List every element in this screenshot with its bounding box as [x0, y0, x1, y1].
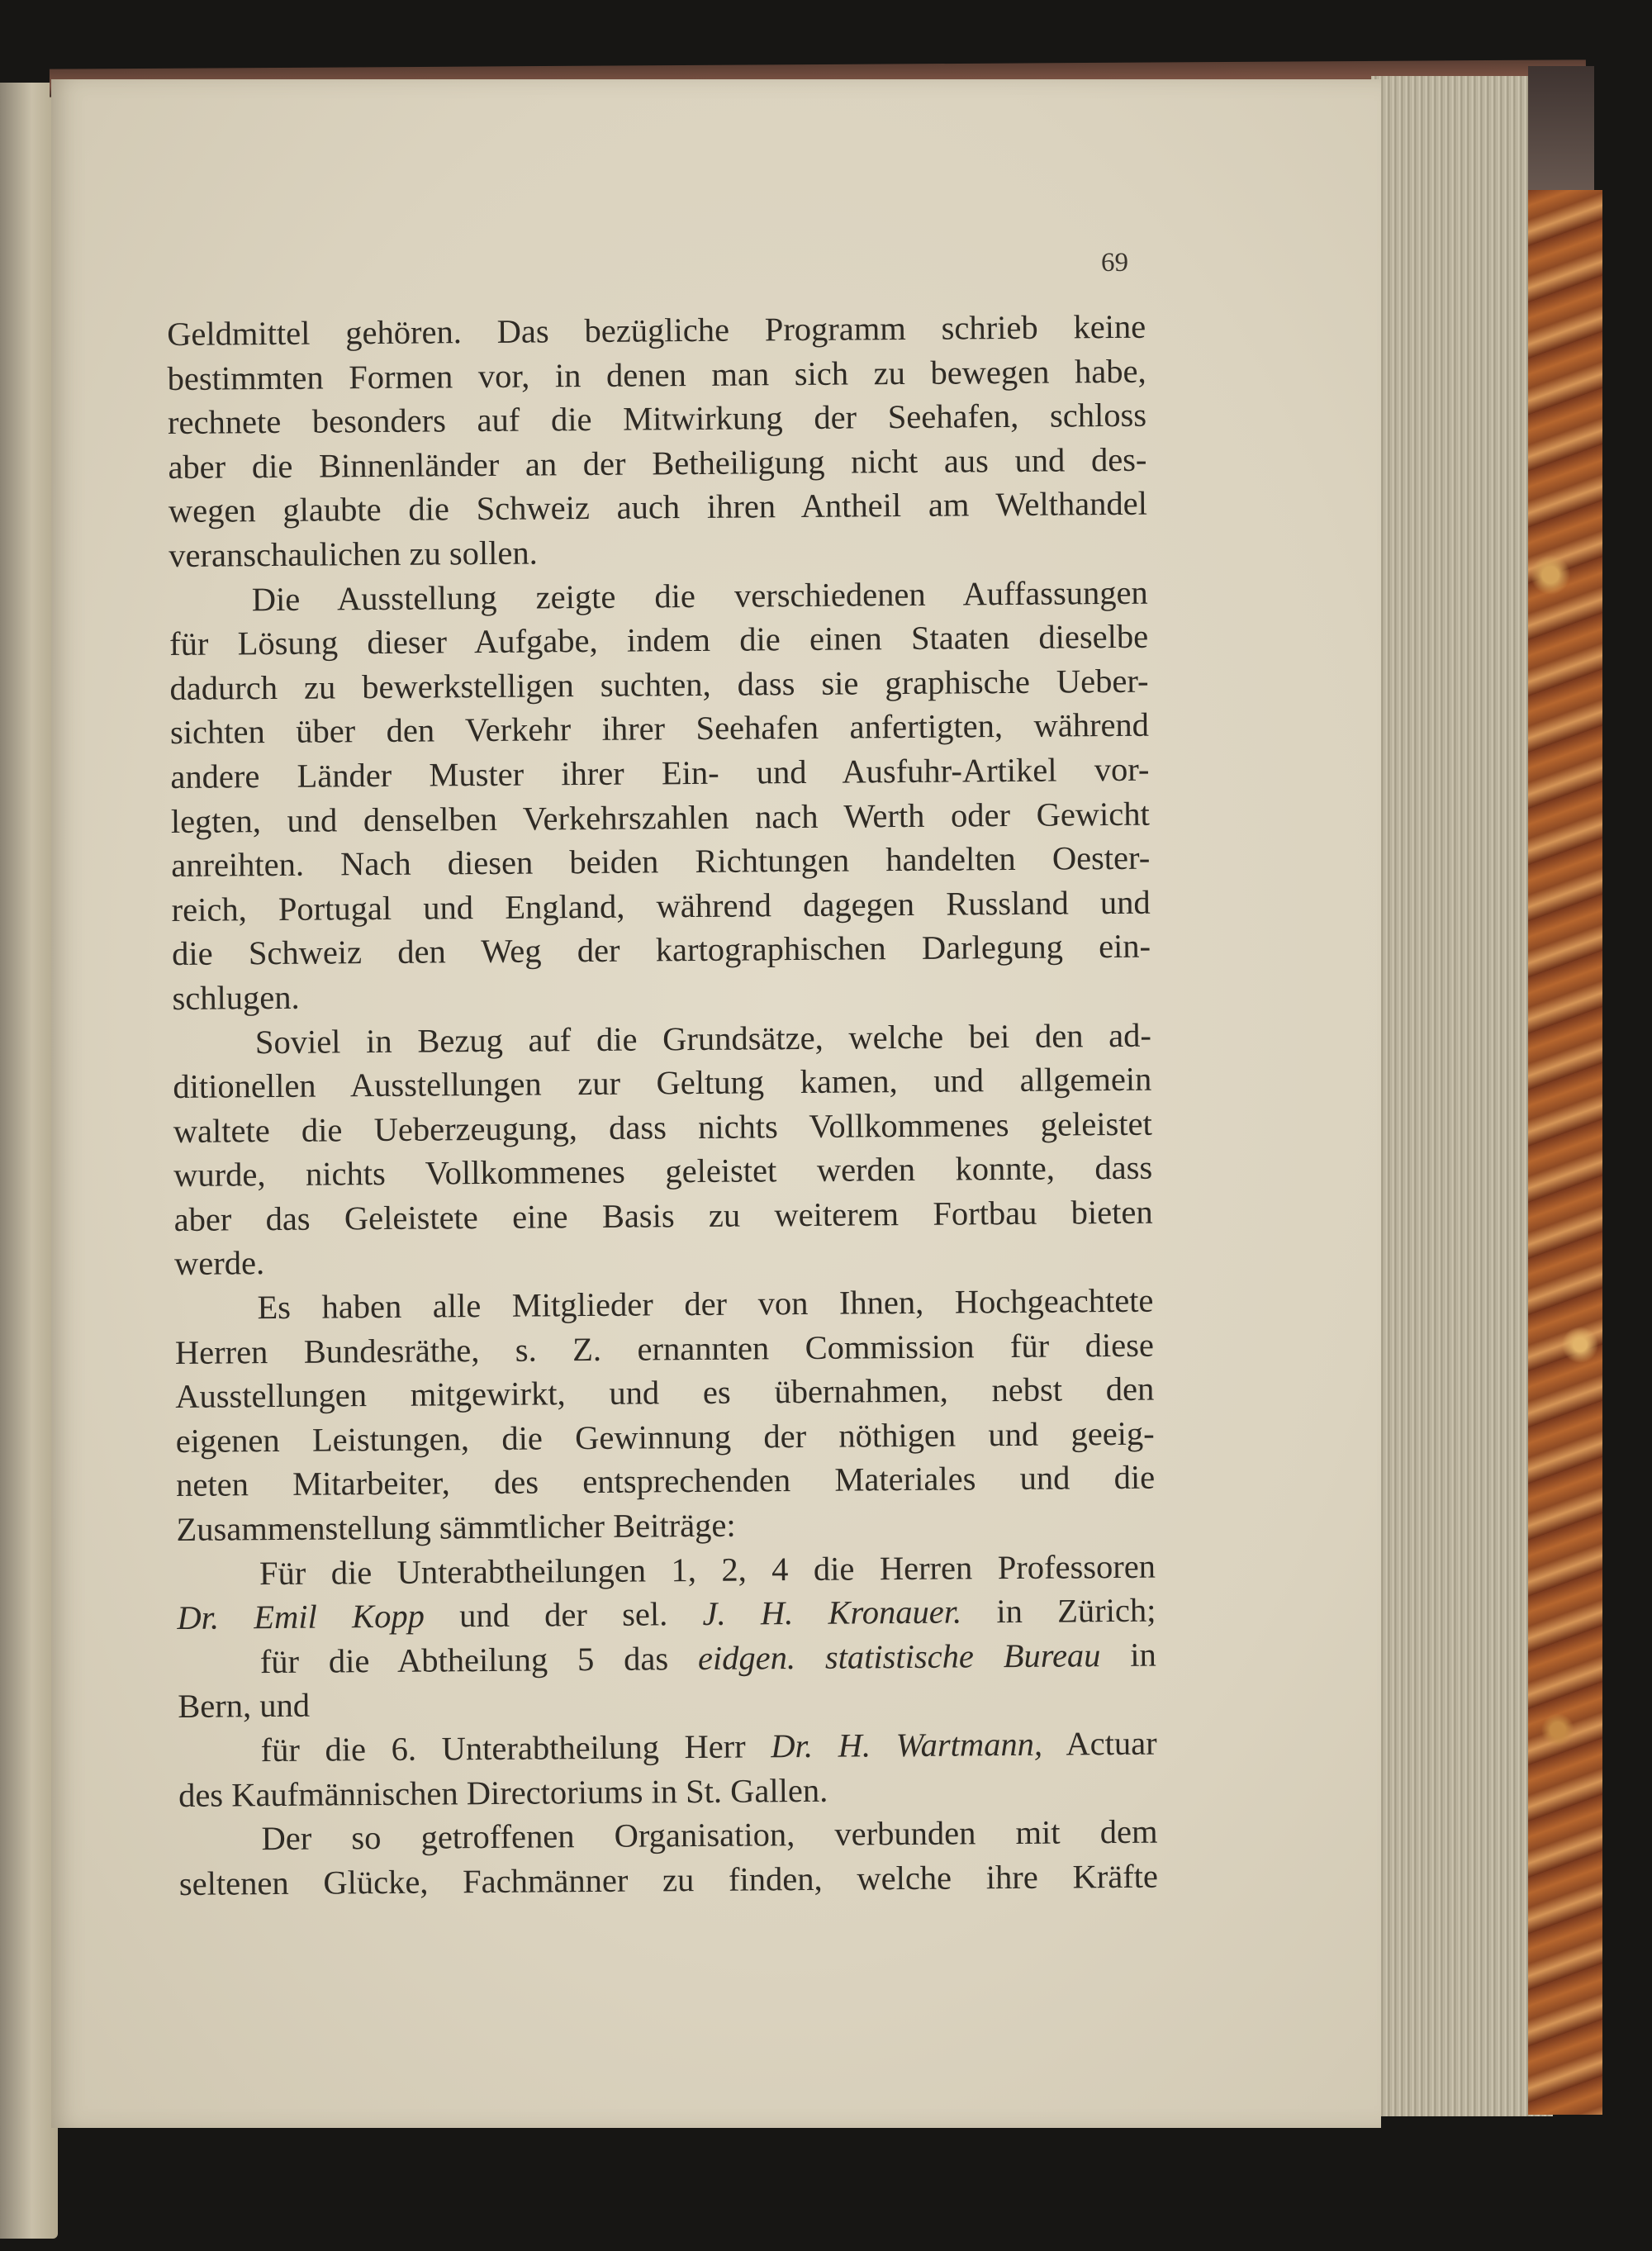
page-text — [167, 305, 1158, 1907]
text-line: Ausstellungen mitgewirkt, und es übernahmen, nebst den — [175, 1370, 1155, 1416]
facing-page-edge — [0, 83, 58, 2239]
text-line: veranschaulichen zu sollen. — [169, 534, 538, 574]
book-cover-corner — [1528, 66, 1594, 198]
text-line: dadurch zu bewerkstelligen suchten, dass sie graphische Ueber- — [169, 662, 1149, 707]
text-line: Für die Unterabtheilungen 1, 2, 4 die Herren Professoren — [259, 1547, 1156, 1592]
text-line: waltete die Ueberzeugung, dass nichts Vollkommenes geleistet — [173, 1104, 1152, 1150]
text-line: Bern, und — [178, 1687, 311, 1726]
text-line: neten Mitarbeiter, des entsprechenden Materiales und die — [175, 1459, 1156, 1504]
text-line: Es haben alle Mitglieder der von Ihnen, Hochgeachtete — [257, 1281, 1154, 1327]
text-line: seltenen Glücke, Fachmänner zu finden, welche ihre Kräfte — [178, 1857, 1159, 1902]
text-line: wurde, nichts Vollkommenes geleistet werden konnte, dass — [173, 1148, 1153, 1194]
text-line: Herren Bundesräthe, s. Z. ernannten Commission für diese — [174, 1326, 1155, 1371]
text-line: legten, und denselben Verkehrszahlen nach Werth oder Gewicht — [170, 795, 1150, 840]
text-line — [178, 1632, 1156, 1684]
text-line: Zusammenstellung sämmtlicher Beiträge: — [176, 1506, 736, 1548]
text-fragment: und der sel. — [424, 1595, 703, 1635]
marbled-cover — [1528, 190, 1602, 2115]
text-line: wegen glaubte die Schweiz auch ihren Antheil am Welthandel — [168, 485, 1148, 530]
text-line: reich, Portugal und England, während dagegen Russland und — [171, 883, 1151, 928]
text-line: rechnete besonders auf die Mitwirkung der Seehafen, schloss — [167, 396, 1147, 442]
page-number: 69 — [1101, 248, 1128, 278]
page-block-edges — [1371, 76, 1553, 2116]
bureau-name: eidgen. statistische Bureau — [697, 1636, 1101, 1677]
text-line: andere Länder Muster ihrer Ein- und Ausfuhr-Artikel vor- — [170, 750, 1150, 795]
text-line: schlugen. — [172, 978, 300, 1017]
text-line: Geldmittel gehören. Das bezügliche Programm schrieb keine — [167, 307, 1146, 353]
text-line: sichten über den Verkehr ihrer Seehafen anfertigten, während — [169, 706, 1150, 752]
text-line: werde. — [173, 1244, 265, 1283]
text-line — [178, 1721, 1156, 1774]
text-fragment: Actuar — [1042, 1724, 1157, 1763]
name-kopp: Dr. Emil Kopp — [177, 1597, 425, 1637]
text-line: aber die Binnenländer an der Betheiligung nicht aus und des- — [168, 440, 1147, 486]
text-line — [177, 1589, 1156, 1641]
text-fragment: für die Abtheilung 5 das — [259, 1639, 699, 1680]
text-fragment: für die 6. Unterabtheilung Herr — [260, 1727, 771, 1769]
text-line: anreihten. Nach diesen beiden Richtungen handelten Oester- — [171, 838, 1151, 885]
text-line: für Lösung dieser Aufgabe, indem die einen Staaten dieselbe — [169, 617, 1149, 663]
text-line: Die Ausstellung zeigte die verschiedenen Auffassungen — [251, 573, 1148, 618]
text-line: des Kaufmännischen Directoriums in St. Gallen. — [178, 1771, 828, 1814]
text-line: bestimmten Formen vor, in denen man sich zu bewegen habe, — [167, 352, 1146, 397]
text-fragment: in Zürich; — [961, 1591, 1156, 1631]
text-line: eigenen Leistungen, die Gewinnung der nöthigen und geeig- — [175, 1414, 1155, 1460]
text-line: Soviel in Bezug auf die Grundsätze, welche bei den ad- — [254, 1016, 1152, 1061]
text-line: ditionellen Ausstellungen zur Geltung kamen, und allgemein — [173, 1060, 1152, 1106]
text-fragment: in — [1100, 1636, 1156, 1674]
text-line: die Schweiz den Weg der kartographischen Darlegung ein- — [171, 927, 1151, 973]
text-line: Der so getroffenen Organisation, verbunden mit dem — [261, 1812, 1158, 1858]
name-wartmann: Dr. H. Wartmann, — [771, 1725, 1043, 1765]
name-kronauer: J. H. Kronauer. — [702, 1593, 962, 1633]
text-line: aber das Geleistete eine Basis zu weiterem Fortbau bieten — [173, 1193, 1153, 1238]
